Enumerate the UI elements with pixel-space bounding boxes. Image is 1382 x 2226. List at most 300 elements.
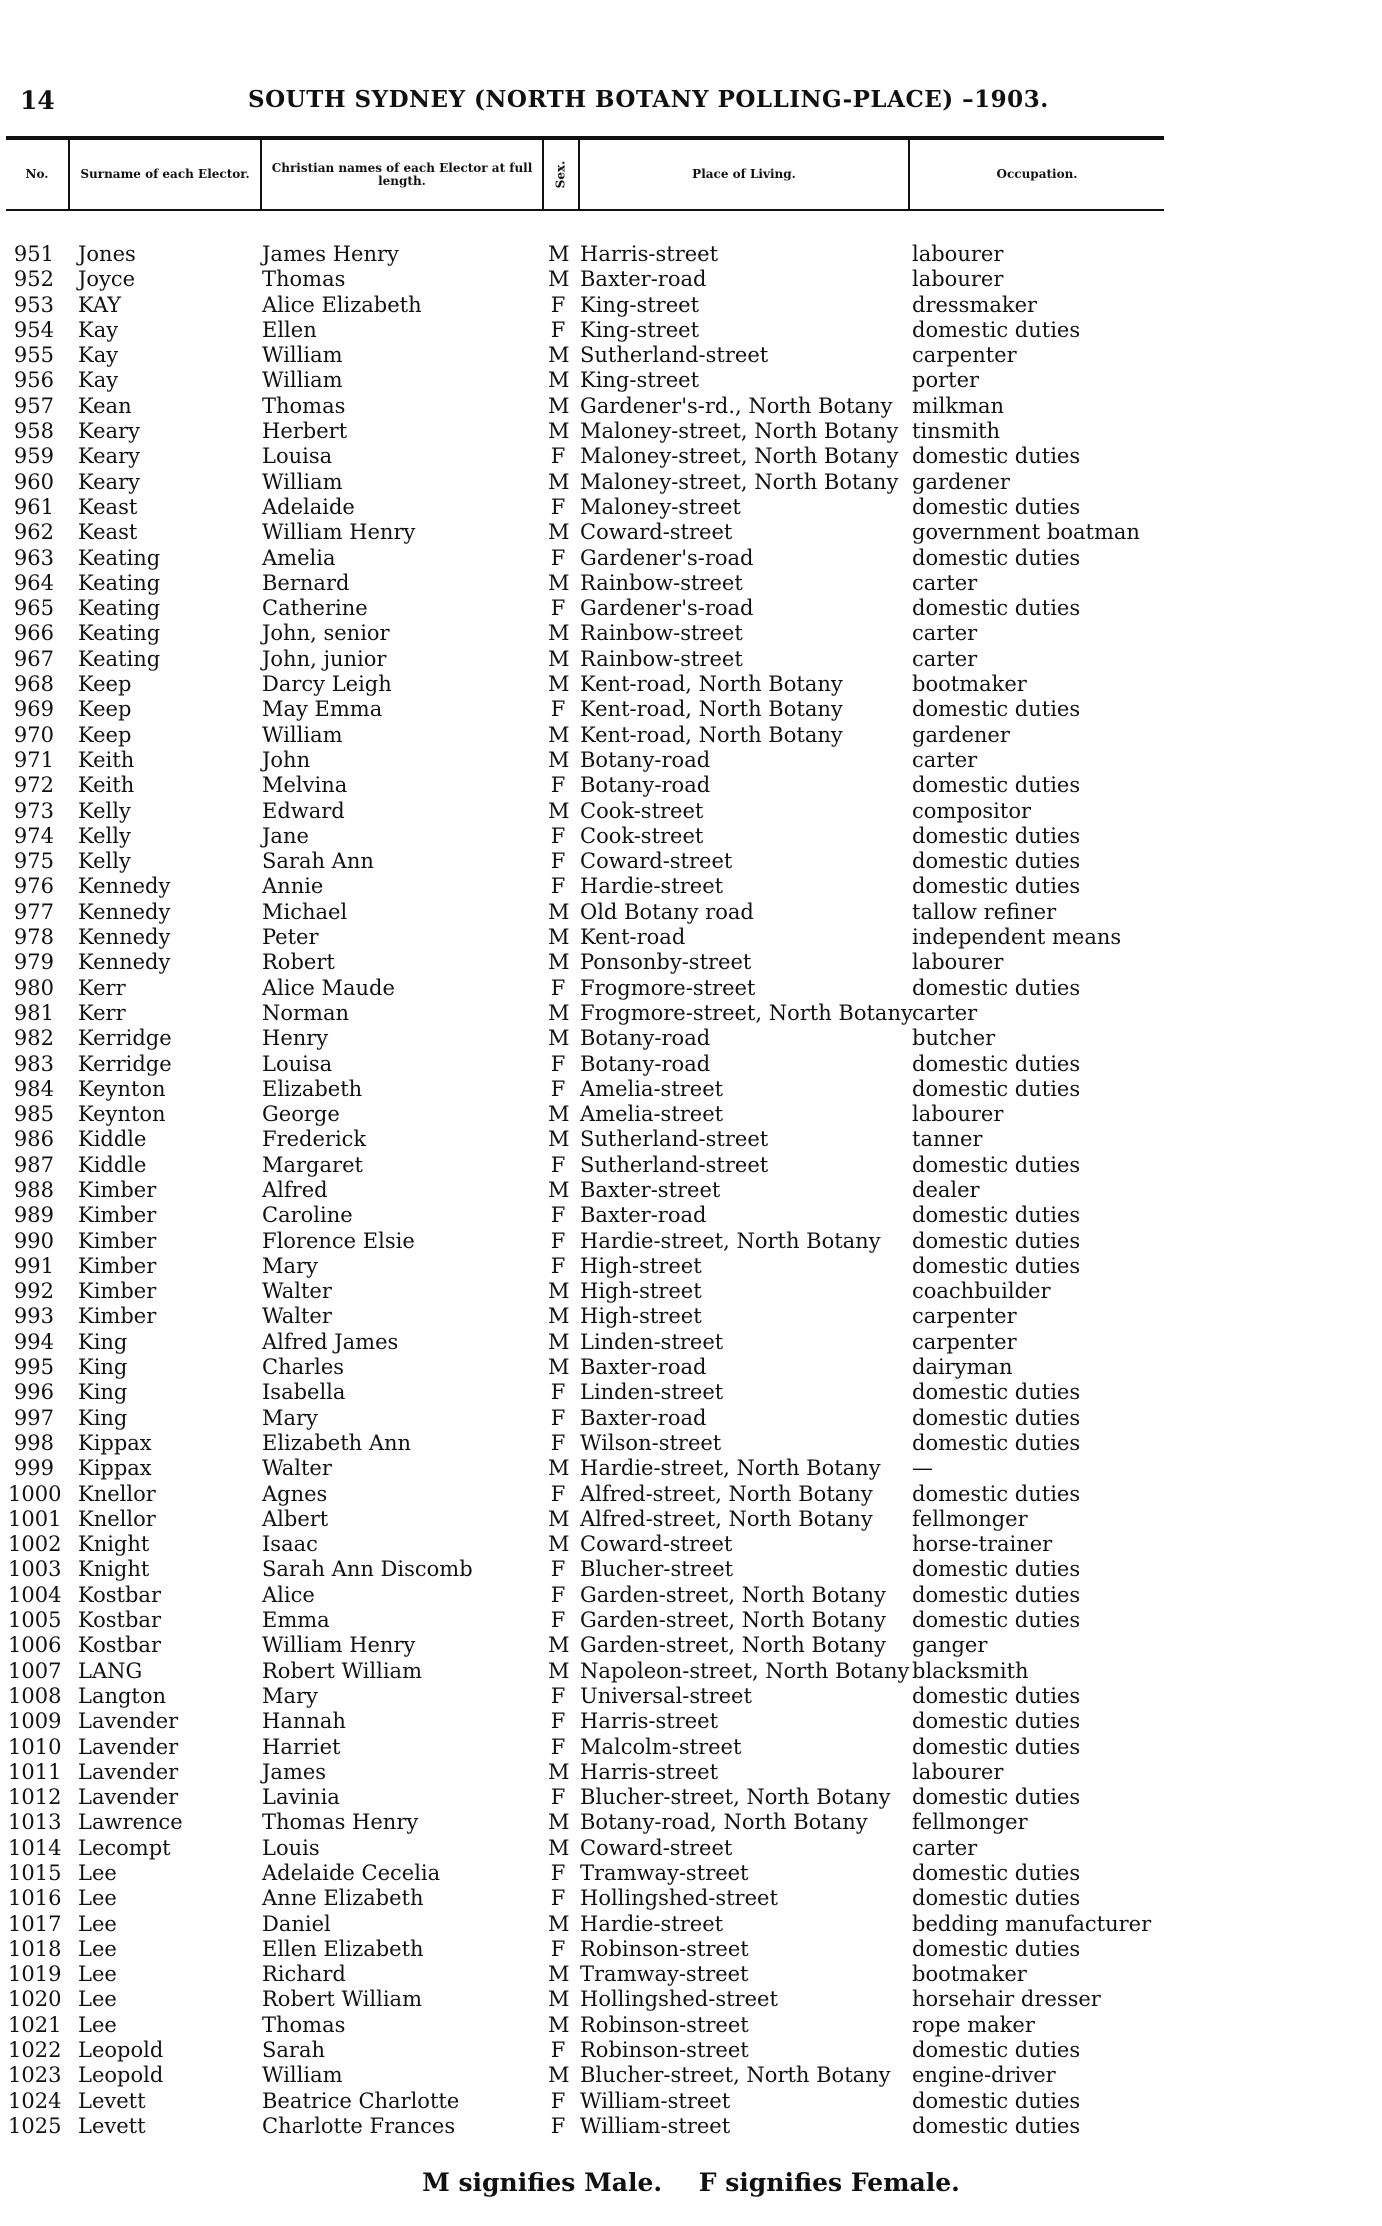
elector-number: 1017: [8, 1911, 62, 1936]
table-row: [0, 1026, 1382, 1051]
sex: M: [548, 570, 570, 595]
christian-names: Alice Maude: [262, 975, 395, 1000]
column-divider: [68, 140, 70, 209]
surname: Knellor: [78, 1506, 156, 1531]
sex: F: [550, 1076, 566, 1101]
occupation: domestic duties: [912, 975, 1081, 1000]
elector-number: 975: [13, 849, 54, 874]
elector-number: 968: [13, 672, 54, 697]
table-row: [0, 621, 1382, 646]
christian-names: Agnes: [262, 1481, 328, 1506]
surname: Kimber: [78, 1203, 157, 1228]
table-row: [0, 849, 1382, 874]
elector-number: 952: [13, 267, 54, 292]
place-of-living: Coward-street: [580, 520, 733, 545]
elector-number: 962: [13, 520, 54, 545]
table-row: [0, 1229, 1382, 1254]
elector-list: [0, 242, 1382, 2139]
column-divider: [260, 140, 262, 209]
sex: F: [550, 292, 566, 317]
table-row: [0, 1886, 1382, 1911]
sex: M: [548, 672, 570, 697]
occupation: domestic duties: [912, 1582, 1081, 1607]
place-of-living: Amelia-street: [580, 1076, 724, 1101]
place-of-living: Blucher-street: [580, 1557, 734, 1582]
elector-number: 958: [13, 419, 54, 444]
place-of-living: Baxter-road: [580, 1203, 707, 1228]
surname: Jones: [78, 242, 136, 266]
table-row: [0, 1962, 1382, 1987]
elector-number: 967: [13, 646, 54, 671]
surname: Lee: [78, 1987, 117, 2012]
christian-names: Alfred: [262, 1177, 328, 1202]
table-row: [0, 1178, 1382, 1203]
christian-names: William: [262, 368, 343, 393]
table-row: [0, 242, 1382, 267]
surname: Lee: [78, 1962, 117, 1987]
surname: Lavender: [78, 1734, 179, 1759]
table-row: [0, 2114, 1382, 2139]
occupation: compositor: [912, 798, 1032, 823]
table-row: [0, 1052, 1382, 1077]
sex: F: [550, 444, 566, 469]
surname: Kippax: [78, 1456, 152, 1481]
surname: King: [78, 1329, 128, 1354]
occupation: butcher: [912, 1026, 996, 1051]
elector-number: 972: [13, 773, 54, 798]
christian-names: James: [262, 1759, 327, 1784]
surname: Joyce: [78, 267, 136, 292]
surname: Knellor: [78, 1481, 156, 1506]
christian-names: Albert: [262, 1506, 329, 1531]
table-row: [0, 2013, 1382, 2038]
place-of-living: Maloney-street, North Botany: [580, 469, 899, 494]
header-rule: [6, 209, 1164, 211]
elector-number: 954: [13, 317, 54, 342]
table-row: [0, 495, 1382, 520]
surname: Keary: [78, 444, 140, 469]
occupation: tallow refiner: [912, 899, 1057, 924]
place-of-living: Harris-street: [580, 1759, 719, 1784]
table-row: [0, 1709, 1382, 1734]
occupation: domestic duties: [912, 1608, 1081, 1633]
surname: Kennedy: [78, 874, 171, 899]
sex: M: [548, 2063, 570, 2088]
sex: M: [548, 899, 570, 924]
occupation: domestic duties: [912, 1405, 1081, 1430]
sex: M: [548, 1000, 570, 1025]
header-sex-label: Sex.: [553, 160, 568, 189]
sex: F: [550, 494, 566, 519]
occupation: domestic duties: [912, 1785, 1081, 1810]
christian-names: Sarah: [262, 2038, 325, 2063]
sex: F: [550, 545, 566, 570]
sex: F: [550, 1203, 566, 1228]
occupation: carter: [912, 621, 978, 646]
occupation: domestic duties: [912, 1380, 1081, 1405]
occupation: domestic duties: [912, 2113, 1081, 2138]
place-of-living: Cook-street: [580, 823, 704, 848]
sex: F: [550, 1785, 566, 1810]
surname: Lee: [78, 1936, 117, 1961]
occupation: carpenter: [912, 343, 1017, 368]
elector-number: 1003: [8, 1557, 62, 1582]
elector-number: 1006: [8, 1633, 62, 1658]
surname: Kostbar: [78, 1608, 161, 1633]
table-row: [0, 368, 1382, 393]
table-row: [0, 1810, 1382, 1835]
occupation: carpenter: [912, 1304, 1017, 1329]
christian-names: Robert William: [262, 1987, 422, 2012]
christian-names: Florence Elsie: [262, 1228, 415, 1253]
elector-number: 951: [13, 242, 54, 266]
surname: Kimber: [78, 1177, 157, 1202]
sex: F: [550, 1936, 566, 1961]
sex: F: [550, 1405, 566, 1430]
occupation: domestic duties: [912, 596, 1081, 621]
table-row: [0, 874, 1382, 899]
surname: Keating: [78, 621, 161, 646]
surname: Kimber: [78, 1253, 157, 1278]
table-row: [0, 267, 1382, 292]
christian-names: Beatrice Charlotte: [262, 2088, 460, 2113]
sex: F: [550, 1734, 566, 1759]
place-of-living: Ponsonby-street: [580, 950, 752, 975]
christian-names: Isabella: [262, 1380, 346, 1405]
table-row: [0, 1785, 1382, 1810]
table-row: [0, 1355, 1382, 1380]
elector-number: 1015: [8, 1861, 62, 1885]
table-row: [0, 1077, 1382, 1102]
elector-number: 961: [13, 494, 54, 519]
sex: M: [548, 1658, 570, 1683]
header-sex: [544, 140, 578, 209]
christian-names: May Emma: [262, 697, 383, 722]
occupation: gardener: [912, 722, 1010, 747]
elector-number: 1009: [8, 1709, 62, 1734]
christian-names: Walter: [262, 1304, 332, 1329]
occupation: labourer: [912, 242, 1004, 266]
elector-number: 1004: [8, 1582, 62, 1607]
table-row: [0, 1608, 1382, 1633]
occupation: horse-trainer: [912, 1532, 1053, 1557]
sex: F: [550, 874, 566, 899]
surname: Keep: [78, 697, 132, 722]
christian-names: Ellen Elizabeth: [262, 1936, 424, 1961]
christian-names: Herbert: [262, 419, 348, 444]
sex: M: [548, 925, 570, 950]
elector-number: 969: [13, 697, 54, 722]
elector-number: 991: [13, 1253, 54, 1278]
christian-names: Mary: [262, 1253, 318, 1278]
christian-names: Melvina: [262, 773, 348, 798]
place-of-living: Old Botany road: [580, 899, 754, 924]
elector-number: 957: [13, 393, 54, 418]
sex: F: [550, 317, 566, 342]
table-row: [0, 1557, 1382, 1582]
sex: F: [550, 1380, 566, 1405]
place-of-living: Harris-street: [580, 1709, 719, 1734]
place-of-living: Rainbow-street: [580, 570, 743, 595]
occupation: domestic duties: [912, 1051, 1081, 1076]
sex: M: [548, 393, 570, 418]
elector-number: 1023: [8, 2063, 62, 2088]
elector-number: 977: [13, 899, 54, 924]
place-of-living: Coward-street: [580, 849, 733, 874]
sex: M: [548, 368, 570, 393]
table-row: [0, 824, 1382, 849]
occupation: bootmaker: [912, 672, 1027, 697]
sex: M: [548, 1962, 570, 1987]
sex: F: [550, 1228, 566, 1253]
surname: Kerr: [78, 975, 126, 1000]
surname: Keating: [78, 646, 161, 671]
place-of-living: Kent-road, North Botany: [580, 722, 843, 747]
surname: LANG: [78, 1658, 143, 1683]
place-of-living: Gardener's-rd., North Botany: [580, 393, 893, 418]
place-of-living: Hardie-street, North Botany: [580, 1456, 881, 1481]
surname: Lecompt: [78, 1835, 171, 1860]
elector-number: 1002: [8, 1532, 62, 1557]
place-of-living: Robinson-street: [580, 2038, 749, 2063]
table-row: [0, 723, 1382, 748]
elector-number: 1005: [8, 1608, 62, 1633]
table-row: [0, 1456, 1382, 1481]
christian-names: Elizabeth: [262, 1076, 363, 1101]
occupation: labourer: [912, 267, 1004, 292]
sex: M: [548, 1810, 570, 1835]
occupation: gardener: [912, 469, 1010, 494]
elector-number: 985: [13, 1102, 54, 1127]
elector-number: 992: [13, 1279, 54, 1304]
table-row: [0, 900, 1382, 925]
surname: Keynton: [78, 1102, 166, 1127]
place-of-living: William-street: [580, 2088, 731, 2113]
surname: Lawrence: [78, 1810, 183, 1835]
place-of-living: Rainbow-street: [580, 621, 743, 646]
occupation: domestic duties: [912, 697, 1081, 722]
occupation: domestic duties: [912, 1861, 1081, 1885]
elector-number: 983: [13, 1051, 54, 1076]
surname: Kerridge: [78, 1051, 172, 1076]
table-row: [0, 1330, 1382, 1355]
place-of-living: King-street: [580, 368, 700, 393]
column-divider: [542, 140, 544, 209]
occupation: domestic duties: [912, 1936, 1081, 1961]
elector-number: 990: [13, 1228, 54, 1253]
surname: Lee: [78, 1911, 117, 1936]
sex: F: [550, 1861, 566, 1885]
place-of-living: Botany-road, North Botany: [580, 1810, 868, 1835]
table-row: [0, 1279, 1382, 1304]
sex: F: [550, 1709, 566, 1734]
sex: F: [550, 596, 566, 621]
surname: Keynton: [78, 1076, 166, 1101]
table-header: [6, 140, 1164, 209]
table-row: [0, 571, 1382, 596]
surname: Kennedy: [78, 950, 171, 975]
surname: Keating: [78, 596, 161, 621]
page-number: 14: [20, 86, 55, 115]
place-of-living: King-street: [580, 317, 700, 342]
table-row: [0, 1735, 1382, 1760]
christian-names: Margaret: [262, 1152, 363, 1177]
place-of-living: Baxter-road: [580, 1355, 707, 1380]
christian-names: Mary: [262, 1405, 318, 1430]
christian-names: Peter: [262, 925, 319, 950]
elector-number: 953: [13, 292, 54, 317]
sex: F: [550, 1608, 566, 1633]
christian-names: William: [262, 2063, 343, 2088]
christian-names: Charles: [262, 1355, 345, 1380]
surname: Kean: [78, 393, 132, 418]
occupation: independent means: [912, 925, 1122, 950]
occupation: coachbuilder: [912, 1279, 1051, 1304]
occupation: dressmaker: [912, 292, 1038, 317]
sex: M: [548, 1987, 570, 2012]
sex: M: [548, 267, 570, 292]
table-row: [0, 343, 1382, 368]
christian-names: Walter: [262, 1279, 332, 1304]
christian-names: Adelaide: [262, 494, 355, 519]
sex: M: [548, 722, 570, 747]
table-row: [0, 672, 1382, 697]
place-of-living: Gardener's-road: [580, 596, 754, 621]
surname: Kay: [78, 368, 119, 393]
table-row: [0, 1583, 1382, 1608]
occupation: fellmonger: [912, 1810, 1028, 1835]
occupation: milkman: [912, 393, 1005, 418]
occupation: horsehair dresser: [912, 1987, 1101, 2012]
table-row: [0, 748, 1382, 773]
occupation: domestic duties: [912, 1886, 1081, 1911]
occupation: domestic duties: [912, 1430, 1081, 1455]
surname: Kay: [78, 317, 119, 342]
header-no: No.: [25, 167, 49, 181]
table-row: [0, 1912, 1382, 1937]
elector-number: 999: [13, 1456, 54, 1481]
christian-names: Adelaide Cecelia: [262, 1861, 441, 1885]
table-row: [0, 1127, 1382, 1152]
christian-names: Charlotte Frances: [262, 2113, 456, 2138]
christian-names: Anne Elizabeth: [262, 1886, 424, 1911]
elector-number: 1016: [8, 1886, 62, 1911]
elector-number: 1013: [8, 1810, 62, 1835]
place-of-living: Malcolm-street: [580, 1734, 742, 1759]
christian-names: Mary: [262, 1683, 318, 1708]
legend-female: F signifies Female.: [698, 2168, 960, 2197]
sex: F: [550, 1582, 566, 1607]
christian-names: Richard: [262, 1962, 346, 1987]
surname: Knight: [78, 1557, 150, 1582]
sex: F: [550, 773, 566, 798]
christian-names: William: [262, 722, 343, 747]
occupation: rope maker: [912, 2012, 1035, 2037]
place-of-living: Botany-road: [580, 1026, 711, 1051]
christian-names: Thomas Henry: [262, 1810, 419, 1835]
place-of-living: Sutherland-street: [580, 1152, 769, 1177]
sex: F: [550, 1683, 566, 1708]
occupation: —: [912, 1456, 933, 1481]
christian-names: Henry: [262, 1026, 329, 1051]
christian-names: Robert: [262, 950, 335, 975]
surname: Kelly: [78, 849, 131, 874]
elector-number: 987: [13, 1152, 54, 1177]
christian-names: Lavinia: [262, 1785, 340, 1810]
elector-number: 1018: [8, 1936, 62, 1961]
occupation: domestic duties: [912, 849, 1081, 874]
occupation: engine-driver: [912, 2063, 1056, 2088]
table-row: [0, 1102, 1382, 1127]
occupation: domestic duties: [912, 1734, 1081, 1759]
elector-number: 976: [13, 874, 54, 899]
elector-number: 1001: [8, 1506, 62, 1531]
sex: F: [550, 2088, 566, 2113]
sex: M: [548, 798, 570, 823]
elector-number: 965: [13, 596, 54, 621]
occupation: ganger: [912, 1633, 988, 1658]
surname: Kennedy: [78, 899, 171, 924]
place-of-living: Coward-street: [580, 1532, 733, 1557]
legend-footer: [0, 2168, 1382, 2197]
christian-names: Isaac: [262, 1532, 318, 1557]
place-of-living: Baxter-road: [580, 1405, 707, 1430]
surname: Kerridge: [78, 1026, 172, 1051]
elector-number: 993: [13, 1304, 54, 1329]
header-christian-names: Christian names of each Elector at full length.: [271, 160, 533, 188]
elector-number: 1008: [8, 1683, 62, 1708]
table-row: [0, 1153, 1382, 1178]
sex: M: [548, 2012, 570, 2037]
place-of-living: Gardener's-road: [580, 545, 754, 570]
surname: Langton: [78, 1683, 167, 1708]
surname: Lee: [78, 2012, 117, 2037]
place-of-living: Amelia-street: [580, 1102, 724, 1127]
occupation: domestic duties: [912, 1709, 1081, 1734]
surname: Kelly: [78, 823, 131, 848]
christian-names: William Henry: [262, 520, 416, 545]
christian-names: Robert William: [262, 1658, 422, 1683]
christian-names: Elizabeth Ann: [262, 1430, 412, 1455]
sex: M: [548, 1026, 570, 1051]
elector-number: 978: [13, 925, 54, 950]
table-row: [0, 1532, 1382, 1557]
place-of-living: Kent-road, North Botany: [580, 672, 843, 697]
place-of-living: Robinson-street: [580, 2012, 749, 2037]
place-of-living: Hollingshed-street: [580, 1886, 778, 1911]
elector-number: 966: [13, 621, 54, 646]
occupation: domestic duties: [912, 1203, 1081, 1228]
surname: Keith: [78, 773, 135, 798]
occupation: labourer: [912, 1759, 1004, 1784]
occupation: labourer: [912, 1102, 1004, 1127]
sex: F: [550, 2113, 566, 2138]
sex: M: [548, 1177, 570, 1202]
sex: F: [550, 1253, 566, 1278]
christian-names: Alice Elizabeth: [262, 292, 422, 317]
table-row: [0, 1836, 1382, 1861]
place-of-living: Sutherland-street: [580, 1127, 769, 1152]
surname: Lavender: [78, 1759, 179, 1784]
christian-names: Darcy Leigh: [262, 672, 392, 697]
place-of-living: Botany-road: [580, 747, 711, 772]
occupation: domestic duties: [912, 874, 1081, 899]
occupation: carter: [912, 570, 978, 595]
sex: M: [548, 1835, 570, 1860]
place-of-living: Maloney-street, North Botany: [580, 419, 899, 444]
place-of-living: Frogmore-street: [580, 975, 756, 1000]
legend-male: M signifies Male.: [422, 2168, 663, 2197]
